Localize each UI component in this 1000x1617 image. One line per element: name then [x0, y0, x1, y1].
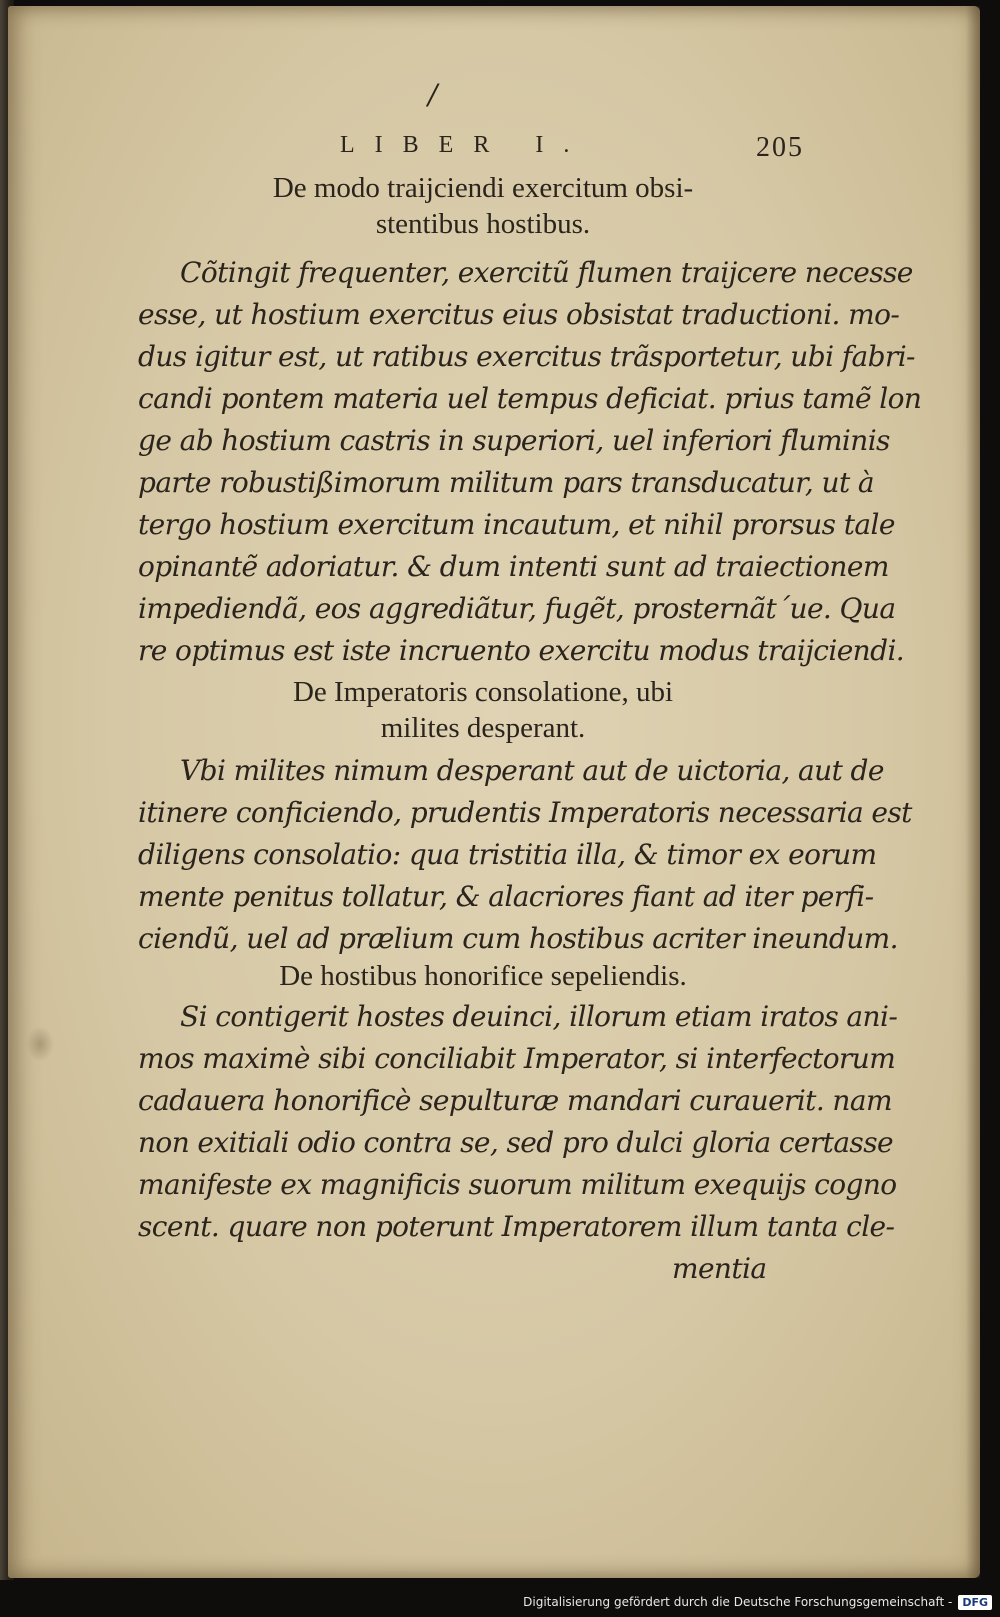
text-line: parte robustißimorum militum pars transducatur, ut à	[138, 466, 874, 499]
text-line: scent. quare non poterunt Imperatorem illum tanta cle-	[138, 1210, 895, 1243]
section-heading	[208, 958, 758, 994]
footer-text: Digitalisierung gefördert durch die Deutsche Forschungsgemeinschaft -	[523, 1595, 953, 1609]
text-line: opinantẽ adoriatur. & dum intenti sunt ad traiectionem	[138, 550, 889, 583]
heading-line: De hostibus honorifice sepeliendis.	[279, 960, 687, 992]
pencil-mark: /	[428, 78, 438, 111]
digitization-footer	[523, 1591, 992, 1613]
text-line: mos maximè sibi conciliabit Imperator, si interfectorum	[138, 1042, 896, 1075]
text-line: candi pontem materia uel tempus deficiat. prius tamẽ lon	[138, 382, 922, 415]
dfg-logo-icon: DFG	[958, 1595, 992, 1610]
text-line: Si contigerit hostes deuinci, illorum etiam iratos ani-	[180, 1000, 898, 1033]
page-edge-shadow	[966, 6, 980, 1578]
text-line: dus igitur est, ut ratibus exercitus trãsportetur, ubi fabri-	[138, 340, 915, 373]
text-line: itinere conficiendo, prudentis Imperatoris necessaria est	[138, 796, 912, 829]
heading-line: De Imperatoris consolatione, ubi	[292, 676, 674, 708]
text-line: mente penitus tollatur, & alacriores fiant ad iter perfi-	[138, 880, 874, 913]
text-line: diligens consolatio: qua tristitia illa, & timor ex eorum	[138, 838, 877, 871]
text-line: non exitiali odio contra se, sed pro dulci gloria certasse	[138, 1126, 893, 1159]
text-line: Vbi milites nimum desperant aut de uictoria, aut de	[180, 754, 884, 787]
heading-line: De modo traijciendi exercitum obsi-	[272, 172, 694, 204]
text-line: re optimus est iste incruento exercitu modus traijciendi.	[138, 634, 905, 667]
section-heading	[208, 674, 758, 746]
text-line: Cõtingit frequenter, exercitũ flumen traijcere necesse	[180, 256, 913, 289]
text-line: cadauera honorificè sepulturæ mandari curauerit. nam	[138, 1084, 892, 1117]
text-line: esse, ut hostium exercitus eius obsistat traductioni. mo-	[138, 298, 900, 331]
text-line: ciendũ, uel ad prælium cum hostibus acriter ineundum.	[138, 922, 898, 955]
running-head: LIBER I.	[340, 132, 590, 158]
heading-line: stentibus hostibus.	[375, 208, 591, 240]
catchword: mentia	[672, 1252, 767, 1285]
text-line: manifeste ex magnificis suorum militum exequijs cogno	[138, 1168, 897, 1201]
page-stain	[26, 1026, 54, 1062]
heading-line: milites desperant.	[380, 712, 586, 744]
page-number: 205	[756, 132, 804, 163]
text-line: ge ab hostium castris in superiori, uel inferiori fluminis	[138, 424, 890, 457]
section-heading	[188, 170, 778, 242]
book-page	[8, 6, 980, 1578]
text-line: tergo hostium exercitum incautum, et nihil prorsus tale	[138, 508, 895, 541]
text-line: impediendã, eos aggrediãtur, fugẽt, prosternãt´ue. Qua	[138, 592, 896, 625]
